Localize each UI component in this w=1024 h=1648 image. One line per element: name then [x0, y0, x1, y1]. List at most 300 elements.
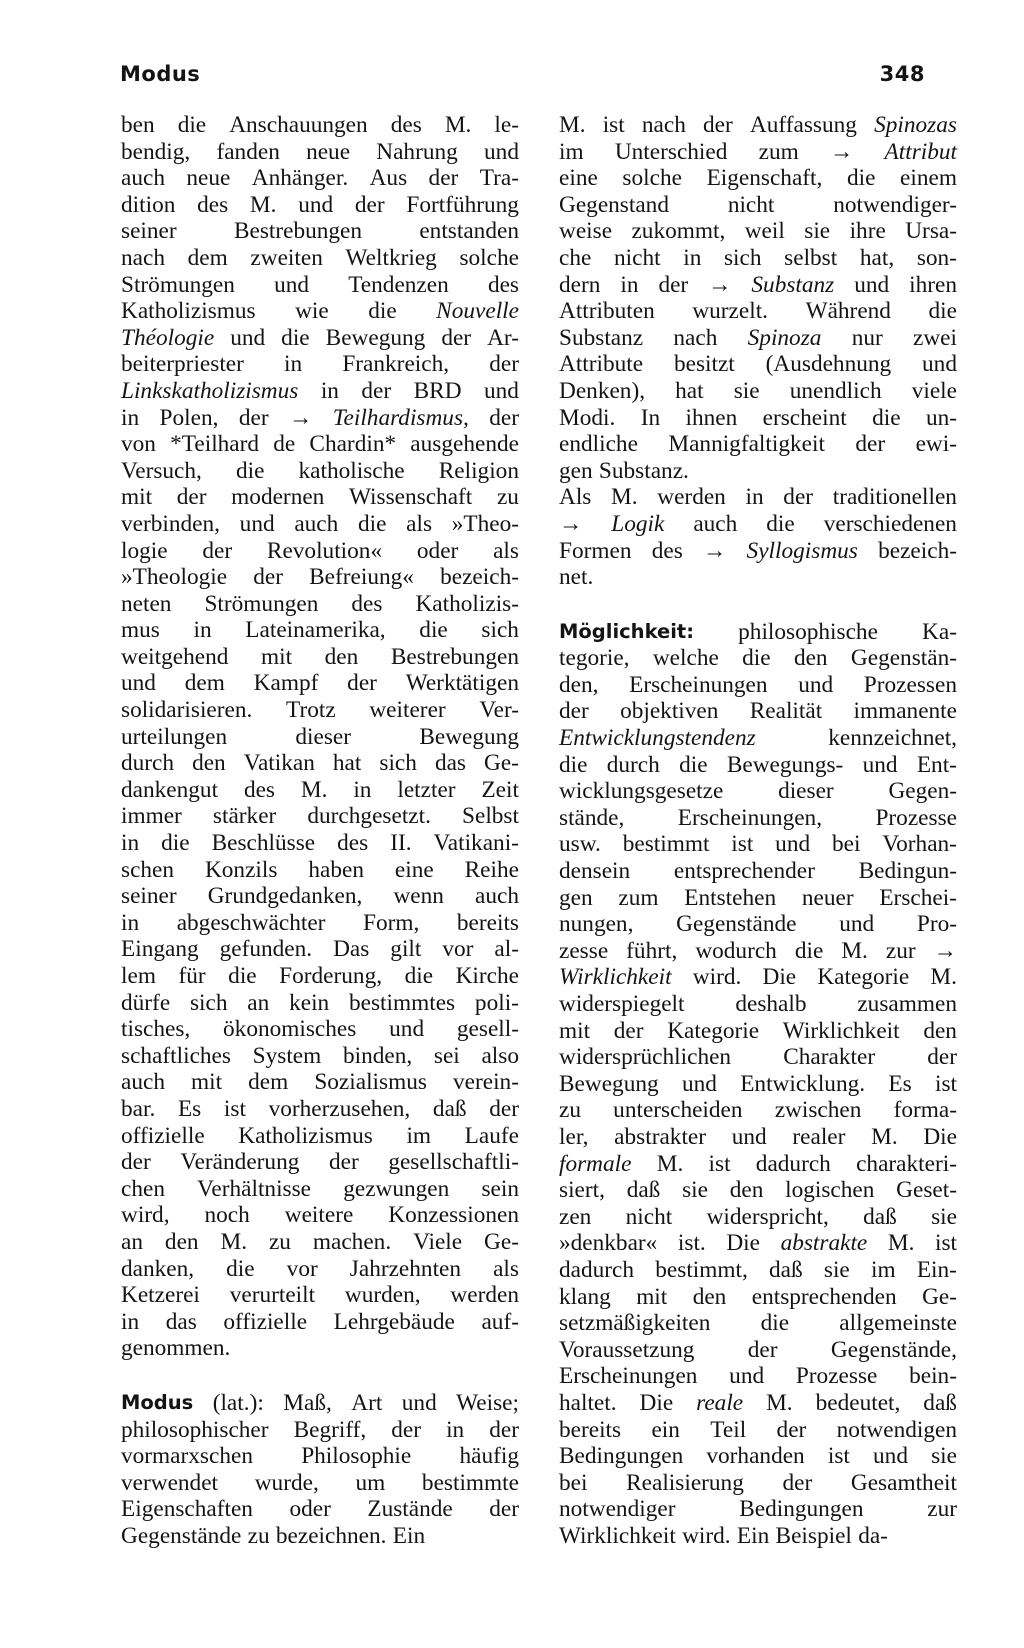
word: M. — [300, 776, 328, 803]
word: daß — [432, 1095, 467, 1122]
word: als — [493, 537, 519, 564]
word: die — [404, 963, 434, 989]
word: Théologie — [121, 324, 215, 351]
text-line — [121, 1256, 519, 1283]
word: viele — [911, 377, 957, 404]
word: Nouvelle — [436, 298, 519, 325]
word: Ar- — [487, 324, 519, 351]
word: notwendiger — [559, 1496, 676, 1523]
text-line — [121, 298, 519, 325]
text-line — [559, 1018, 957, 1045]
text-line — [559, 165, 957, 192]
word: widerspricht, — [706, 1203, 829, 1230]
word: hat — [332, 750, 362, 777]
word: bereits — [456, 909, 519, 936]
word: weise — [559, 218, 613, 245]
paragraph-tradition — [121, 112, 519, 1362]
word: Eingang — [121, 936, 199, 963]
word: zen — [559, 1203, 592, 1230]
word: offizielle — [223, 1308, 308, 1335]
word: die — [235, 457, 265, 484]
word: → — [559, 510, 583, 537]
word: Ver- — [479, 697, 519, 724]
word: und — [839, 911, 875, 938]
word: einem — [900, 165, 957, 192]
word: Beispiel — [775, 1522, 852, 1549]
word: mit — [191, 1069, 223, 1096]
word: letzter — [397, 776, 456, 803]
running-head: Modus — [120, 62, 201, 86]
word: bestimmtes — [349, 989, 456, 1016]
word: und — [854, 271, 890, 298]
text-line — [121, 777, 519, 804]
word: bei — [831, 831, 861, 858]
word: der — [489, 1416, 519, 1443]
text-line — [559, 885, 957, 912]
word: in — [284, 351, 303, 378]
word: den — [164, 1228, 199, 1255]
word: oder — [416, 537, 459, 564]
text-line — [559, 1257, 957, 1284]
word: immer — [121, 803, 182, 830]
word: M. — [887, 1230, 915, 1257]
word: schaftliches — [121, 1042, 231, 1069]
word: Substanz. — [598, 457, 689, 484]
word: »denkbar« — [559, 1230, 658, 1257]
text-line — [559, 991, 957, 1018]
word: ler, — [559, 1123, 589, 1150]
word: Unterschied — [614, 138, 728, 165]
word: der — [238, 404, 269, 431]
word: oder — [289, 1496, 331, 1523]
word: auch — [294, 510, 339, 537]
word: abstrakte — [780, 1230, 868, 1257]
word: stände, — [559, 804, 625, 831]
text-line — [121, 883, 519, 910]
paragraph-spinoza — [559, 112, 957, 484]
word: die — [228, 963, 257, 989]
word: wurde, — [254, 1469, 319, 1496]
word: wenn — [393, 883, 444, 910]
text-line — [121, 192, 519, 219]
word: tegorie, — [559, 645, 630, 672]
word: wie — [295, 298, 329, 325]
word: die — [161, 830, 190, 857]
text-line — [121, 1496, 519, 1523]
word: an — [121, 1228, 143, 1255]
word: durchgesetzt. — [307, 803, 431, 830]
text-line — [121, 405, 519, 432]
word: entsprechenden — [751, 1283, 897, 1310]
word: in — [193, 617, 212, 644]
word: reale — [696, 1389, 744, 1416]
word: Anhänger. — [251, 165, 349, 192]
text-line — [559, 831, 957, 858]
page-number: 348 — [879, 62, 925, 86]
word: widersprüchlichen — [559, 1044, 732, 1071]
word: und — [922, 351, 957, 378]
word: der — [328, 1149, 359, 1176]
word: Die — [923, 1123, 957, 1150]
word: entsprechender — [673, 858, 815, 885]
word: Werktätigen — [405, 670, 519, 697]
word: philosophische — [738, 618, 878, 645]
word: hat, — [859, 244, 895, 271]
word: der — [489, 404, 519, 431]
word: Aus — [369, 165, 408, 192]
word: nach — [121, 244, 165, 271]
word: Bestrebungen — [390, 643, 519, 670]
word: der — [428, 165, 459, 192]
word: ewi- — [915, 431, 957, 458]
word: Ka- — [922, 618, 957, 645]
word: Gegen- — [888, 778, 957, 805]
word: Laufe — [464, 1122, 519, 1149]
text-line — [559, 672, 957, 699]
text-line — [559, 351, 957, 378]
word: fanden — [216, 138, 280, 165]
word: des — [337, 830, 369, 857]
word: sie — [682, 1177, 708, 1204]
word: In — [640, 404, 661, 431]
word: ihre — [849, 218, 886, 245]
word: die — [794, 937, 824, 964]
word: klang — [559, 1283, 611, 1310]
word: vorherzusehen, — [268, 1095, 411, 1122]
text-line — [121, 803, 519, 830]
text-line — [121, 564, 519, 591]
word: und — [731, 1123, 767, 1150]
text-line — [121, 963, 519, 990]
text-line — [121, 910, 519, 937]
word: dern — [559, 271, 601, 298]
text-line — [559, 1071, 957, 1098]
word: in — [320, 377, 339, 404]
word: beiterpriester — [121, 351, 244, 378]
word: nungen, — [559, 911, 634, 938]
text-line — [121, 1096, 519, 1123]
word: Tendenzen — [348, 271, 449, 298]
word: in — [353, 776, 372, 803]
word: gesell- — [456, 1016, 519, 1043]
word: eine — [394, 856, 434, 883]
word: zwischen — [774, 1097, 862, 1124]
word: das — [165, 1308, 197, 1335]
word: Modi. — [559, 404, 616, 431]
text-line — [121, 990, 519, 1017]
word: verein- — [452, 1069, 519, 1096]
text-line — [559, 192, 957, 219]
word: Katholizismus — [121, 298, 256, 325]
word: vorhanden — [706, 1443, 805, 1470]
word: vor — [442, 936, 474, 963]
word: ist — [827, 1443, 850, 1470]
word: neten — [121, 590, 172, 617]
word: sich — [379, 750, 417, 777]
word: Prozessen — [863, 671, 957, 698]
word: Jahrzehnten — [349, 1255, 462, 1282]
word: Maß, — [283, 1389, 332, 1416]
word: ein — [651, 1416, 680, 1443]
word: II. — [390, 830, 412, 857]
word: die — [766, 510, 795, 537]
word: kein — [289, 989, 330, 1016]
word: realer — [792, 1123, 846, 1150]
word: Modus — [121, 1390, 194, 1414]
word: verbinden, — [121, 510, 220, 537]
text-line — [559, 458, 957, 485]
word: Forderung, — [279, 963, 383, 989]
word: in — [620, 271, 639, 298]
word: die — [357, 510, 387, 537]
text-line — [121, 1443, 519, 1470]
word: durch — [606, 751, 660, 778]
word: Gesamtheit — [850, 1469, 957, 1496]
word: Befreiung« — [309, 564, 414, 591]
word: Bedingun- — [858, 858, 957, 885]
word: um — [355, 1469, 386, 1496]
text-line — [559, 1044, 957, 1071]
word: neuer — [801, 884, 854, 911]
text-line — [121, 644, 519, 671]
word: die — [177, 112, 207, 138]
text-line — [559, 538, 957, 565]
text-line — [121, 1176, 519, 1203]
word: Vatikan — [243, 750, 315, 777]
word: als — [493, 1255, 519, 1282]
word: führt, — [626, 937, 678, 964]
word: weitere — [284, 1202, 354, 1229]
word: Das — [333, 936, 370, 963]
word: gen — [559, 457, 593, 484]
text-line — [121, 1069, 519, 1096]
word: dadurch — [755, 1150, 831, 1177]
word: in — [745, 484, 764, 511]
word: Trotz — [286, 697, 336, 724]
text-line — [559, 1390, 957, 1417]
word: M. — [611, 484, 638, 511]
word: und — [862, 751, 898, 778]
word: → — [703, 537, 727, 564]
word: Religion — [438, 457, 519, 484]
word: gezwungen — [343, 1175, 450, 1202]
text-line — [121, 724, 519, 751]
text-line — [559, 1230, 957, 1257]
word: ihnen — [685, 404, 738, 431]
word: neue — [306, 138, 351, 165]
word: und — [729, 1363, 765, 1390]
word: und — [873, 1443, 908, 1470]
word: Bewegung — [325, 324, 426, 351]
word: des — [243, 776, 275, 803]
word: in — [121, 909, 140, 936]
word: che — [559, 244, 592, 271]
word: danken, — [121, 1255, 195, 1282]
text-line — [559, 564, 957, 591]
word: le- — [494, 112, 519, 138]
text-line — [121, 857, 519, 884]
word: der — [441, 324, 472, 351]
word: (Ausdehnung — [765, 351, 892, 378]
word: Während — [805, 298, 891, 325]
word: Kategorie — [817, 964, 910, 991]
word: ist — [223, 1095, 246, 1122]
word: als — [406, 510, 433, 537]
word: Lateinamerika, — [245, 617, 386, 644]
word: wird, — [121, 1202, 170, 1229]
word: weil — [744, 218, 785, 245]
word: Veränderung — [180, 1149, 300, 1176]
word: Philosophie — [301, 1443, 412, 1470]
word: → — [933, 937, 957, 964]
word: Weise; — [456, 1389, 519, 1416]
word: den — [192, 750, 226, 777]
word: Realität — [749, 698, 823, 725]
text-line — [121, 1016, 519, 1043]
word: im — [559, 138, 584, 165]
word: Bedingungen — [559, 1443, 684, 1470]
word: Revolution« — [266, 537, 383, 564]
word: der — [361, 377, 392, 404]
word: sie — [823, 1256, 850, 1283]
text-line — [559, 1124, 957, 1151]
word: mus — [121, 617, 160, 644]
word: notwendiger- — [833, 191, 957, 218]
text-line — [559, 1523, 957, 1550]
word: häufig — [459, 1443, 519, 1470]
word: solidarisieren. — [121, 697, 253, 724]
word: objektiven — [620, 698, 719, 725]
word: selbst — [784, 244, 838, 271]
word: Erscheinungen — [629, 671, 768, 698]
text-line — [559, 1177, 957, 1204]
word: zusammen — [857, 991, 957, 1017]
word: stärker — [212, 803, 277, 830]
word: neue — [186, 165, 231, 192]
text-line — [121, 1149, 519, 1176]
text-line — [559, 218, 957, 245]
word: Gegenstände — [676, 911, 797, 938]
word: ist — [934, 1230, 957, 1257]
word: Ge- — [484, 750, 519, 777]
word: M. — [559, 112, 586, 138]
text-line — [559, 1337, 957, 1364]
word: der — [176, 484, 207, 511]
word: Möglichkeit: — [559, 619, 695, 643]
text-line — [121, 378, 519, 405]
text-line — [121, 538, 519, 565]
word: der — [253, 564, 283, 591]
word: BRD — [413, 377, 462, 404]
word: gilt — [390, 936, 422, 963]
text-line — [121, 617, 519, 644]
word: des — [487, 271, 519, 298]
word: Ein — [392, 1522, 426, 1549]
word: der — [855, 431, 886, 458]
word: des — [197, 191, 229, 218]
word: der — [489, 1496, 519, 1523]
word: Geset- — [896, 1177, 957, 1204]
word: ist — [731, 831, 754, 858]
word: Denken), — [559, 377, 646, 404]
word: der — [354, 191, 385, 218]
word: Zustände — [367, 1496, 453, 1523]
text-line — [559, 778, 957, 805]
text-line — [559, 1310, 957, 1337]
word: wird. — [692, 964, 742, 991]
word: siert, — [559, 1177, 605, 1204]
word: wird. — [682, 1522, 731, 1549]
word: zu — [559, 1097, 581, 1124]
word: bedeutet, — [815, 1389, 901, 1416]
text-line — [121, 165, 519, 192]
word: nach — [673, 324, 718, 351]
word: Linkskatholizismus — [121, 377, 299, 404]
word: der — [782, 1469, 813, 1496]
word: Kirche — [455, 963, 519, 989]
word: den — [793, 645, 828, 672]
word: zu — [268, 1228, 291, 1255]
word: nach — [641, 112, 686, 138]
word: und — [484, 377, 519, 404]
word: un- — [925, 404, 957, 431]
word: Prozesse — [875, 804, 957, 831]
word: M. — [871, 1123, 898, 1150]
word: Gegenstän- — [850, 645, 957, 672]
word: in — [121, 404, 140, 431]
word: Strömungen — [204, 590, 319, 617]
word: Logik — [611, 510, 665, 537]
text-line — [559, 964, 957, 991]
word: M. — [930, 964, 957, 991]
word: Bewegungs- — [726, 751, 844, 778]
word: da- — [858, 1522, 888, 1549]
word: Beschlüsse — [211, 830, 316, 857]
text-line — [559, 858, 957, 885]
text-line — [121, 511, 519, 538]
word: Lehrgebäude — [333, 1308, 455, 1335]
word: bei — [559, 1469, 588, 1496]
word: weitgehend — [121, 643, 229, 670]
word: al- — [494, 936, 519, 963]
word: Gegenstände — [121, 1522, 242, 1549]
word: offizielle — [121, 1122, 205, 1149]
word: Syllogismus — [746, 537, 858, 564]
word: Erscheinungen — [559, 1363, 698, 1390]
word: nicht — [625, 1203, 673, 1230]
word: und — [230, 324, 266, 351]
word: seiner — [121, 883, 177, 910]
word: mit — [260, 643, 293, 670]
word: Attribut — [884, 138, 957, 165]
word: dem — [187, 244, 228, 271]
text-line — [121, 1043, 519, 1070]
text-line — [559, 112, 957, 139]
word: und — [798, 671, 834, 698]
word: ihren — [909, 271, 957, 298]
word: Wissenschaft — [349, 484, 473, 511]
text-line — [559, 805, 957, 832]
word: Polen, — [159, 404, 219, 431]
word: ausgehende — [410, 431, 519, 458]
word: ben — [121, 112, 155, 138]
word: des — [351, 590, 383, 617]
word: Zeit — [481, 776, 519, 803]
text-line — [559, 1470, 957, 1497]
word: System — [252, 1042, 322, 1069]
word: deshalb — [735, 991, 807, 1017]
word: kennzeichnet, — [828, 725, 957, 752]
